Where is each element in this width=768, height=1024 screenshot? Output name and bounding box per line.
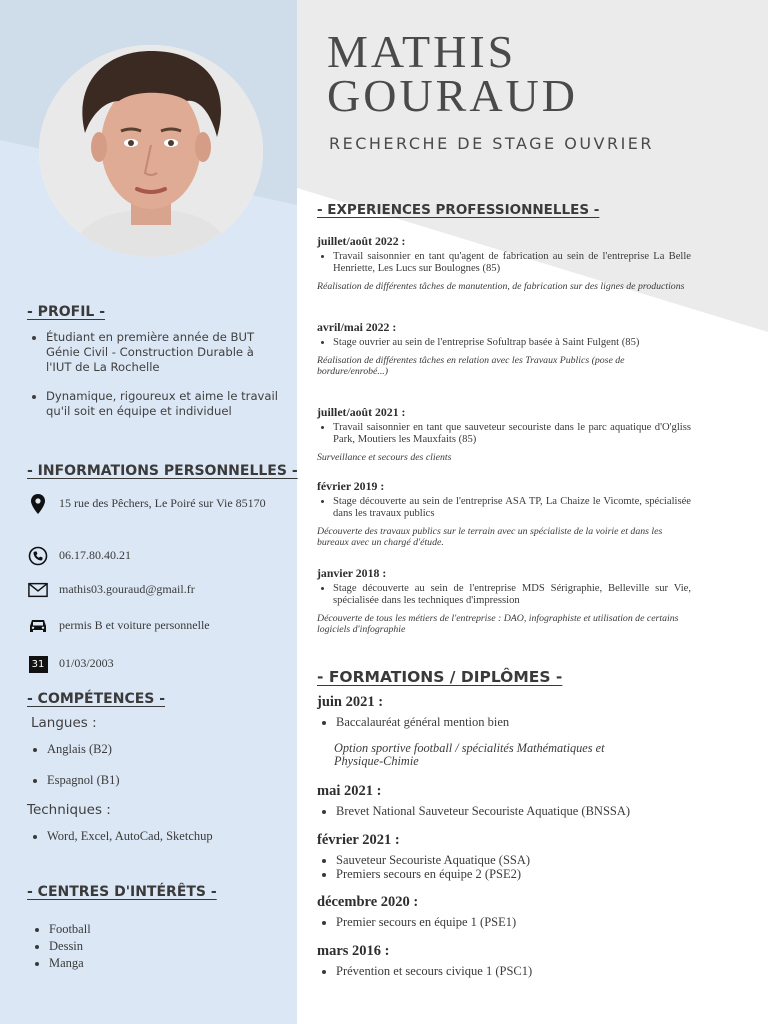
address-text: 15 rue des Pêchers, Le Poiré sur Vie 85170	[59, 496, 266, 510]
list-item: • Baccalauréat général mention bien	[336, 716, 697, 730]
list-item: • Dynamique, rigoureux et aime le travail qu'il soit en équipe et individuel	[46, 389, 281, 419]
car-icon	[28, 616, 48, 636]
experience-entry	[317, 566, 691, 635]
experience-description	[317, 337, 691, 349]
list-item: • Word, Excel, AutoCad, Sketchup	[47, 829, 222, 844]
address-row	[28, 494, 278, 514]
profile-list	[27, 330, 281, 433]
list-item: • Sauveteur Secouriste Aquatique (SSA)	[336, 854, 697, 868]
experience-heading: - EXPERIENCES PROFESSIONNELLES -	[317, 202, 600, 218]
education-list	[317, 916, 697, 930]
list-item: • Prévention et secours civique 1 (PSC1)	[336, 965, 697, 979]
experience-entry	[317, 234, 691, 292]
list-item: • Stage découverte au sein de l'entreprise ASA TP, La Chaize le Vicomte, spécialisée dans les travaux publics	[333, 496, 691, 520]
education-entry	[317, 894, 697, 930]
list-item: • Stage découverte au sein de l'entreprise MDS Sérigraphie, Belleville sur Vie, spécialisée dans les techniques d'impression	[333, 583, 691, 607]
education-date: juin 2021 :	[317, 694, 384, 710]
license-row	[28, 616, 278, 636]
profile-heading: - PROFIL -	[27, 304, 106, 320]
techniques-list	[28, 829, 222, 844]
candidate-name	[327, 26, 578, 121]
phone-text: 06.17.80.40.21	[59, 548, 131, 562]
name-line-1: MATHIS	[327, 26, 517, 77]
list-item: • Espagnol (B1)	[47, 773, 120, 788]
list-item: • Football	[49, 921, 91, 938]
list-item: • Dessin	[49, 938, 91, 955]
education-list	[317, 854, 697, 881]
envelope-icon	[28, 580, 48, 600]
experience-date: juillet/août 2022 :	[317, 234, 406, 248]
education-entry	[317, 694, 697, 769]
education-note: Option sportive football / spécialités Mathématiques et Physique-Chimie	[334, 740, 605, 768]
phone-icon	[28, 546, 48, 566]
education-date: février 2021 :	[317, 832, 400, 848]
experience-description	[317, 496, 691, 520]
experience-date: janvier 2018 :	[317, 566, 387, 580]
experience-note: Découverte de tous les métiers de l'entreprise : DAO, infographiste et utilisation de certains logiciels d'infographie	[317, 613, 679, 635]
education-list	[317, 805, 697, 819]
birthdate-row	[28, 654, 278, 674]
experience-note: Réalisation de différentes tâches en relation avec les Travaux Publics (pose de bordure/enrobé...)	[317, 355, 625, 377]
interests-heading: - CENTRES D'INTÉRÊTS -	[27, 884, 217, 900]
experience-date: avril/mai 2022 :	[317, 320, 397, 334]
list-item: • Travail saisonnier en tant que sauveteur secouriste dans le parc aquatique d'O'gliss Park, Moutiers les Mauxfaits (85)	[333, 422, 691, 446]
experience-date: février 2019 :	[317, 479, 385, 493]
list-item: • Manga	[49, 955, 91, 972]
list-item: • Anglais (B2)	[47, 742, 120, 757]
experience-entry	[317, 479, 691, 548]
list-item: • Stage ouvrier au sein de l'entreprise Sofultrap basée à Saint Fulgent (85)	[333, 337, 691, 349]
list-item: • Étudiant en première année de BUT Génie Civil - Construction Durable à l'IUT de La Rochelle	[46, 330, 281, 375]
experience-description	[317, 422, 691, 446]
list-item: • Travail saisonnier en tant qu'agent de fabrication au sein de l'entreprise La Belle Henriette, Les Lucs sur Boulognes (85)	[333, 251, 691, 275]
education-entry	[317, 943, 697, 979]
list-item: • Brevet National Sauveteur Secouriste Aquatique (BNSSA)	[336, 805, 697, 819]
experience-note: Découverte des travaux publics sur le terrain avec un spécialiste de la voirie et dans les bureaux avec un chargé d'étude.	[317, 526, 663, 548]
location-pin-icon	[28, 494, 48, 514]
education-date: décembre 2020 :	[317, 894, 419, 910]
experience-description	[317, 251, 691, 275]
list-item: • Premier secours en équipe 1 (PSE1)	[336, 916, 697, 930]
languages-label: Langues :	[31, 715, 97, 731]
experience-description	[317, 583, 691, 607]
calendar-day: 31	[29, 656, 48, 673]
phone-row	[28, 546, 278, 566]
email-row	[28, 580, 278, 600]
name-line-2: GOURAUD	[327, 70, 578, 121]
birthdate-text: 01/03/2003	[59, 656, 114, 670]
education-list	[317, 965, 697, 979]
languages-list	[28, 742, 120, 788]
education-list	[317, 716, 697, 730]
education-date: mars 2016 :	[317, 943, 390, 959]
experience-note: Surveillance et secours des clients	[317, 452, 452, 463]
profile-photo	[39, 45, 263, 257]
techniques-label: Techniques :	[27, 802, 111, 818]
experience-entry	[317, 320, 691, 377]
job-title: RECHERCHE DE STAGE OUVRIER	[329, 134, 655, 153]
calendar-icon	[28, 654, 48, 674]
experience-entry	[317, 405, 691, 463]
personal-info-heading: - INFORMATIONS PERSONNELLES -	[27, 463, 298, 479]
education-entry	[317, 783, 697, 819]
license-text: permis B et voiture personnelle	[59, 618, 210, 632]
education-heading: - FORMATIONS / DIPLÔMES -	[317, 668, 563, 686]
skills-heading: - COMPÉTENCES -	[27, 691, 166, 707]
interests-list	[30, 921, 91, 972]
email-text[interactable]: mathis03.gouraud@gmail.fr	[59, 582, 195, 596]
experience-note: Réalisation de différentes tâches de manutention, de fabrication sur des lignes de productions	[317, 281, 685, 292]
experience-date: juillet/août 2021 :	[317, 405, 406, 419]
list-item: • Premiers secours en équipe 2 (PSE2)	[336, 868, 697, 882]
education-entry	[317, 832, 697, 881]
education-date: mai 2021 :	[317, 783, 382, 799]
